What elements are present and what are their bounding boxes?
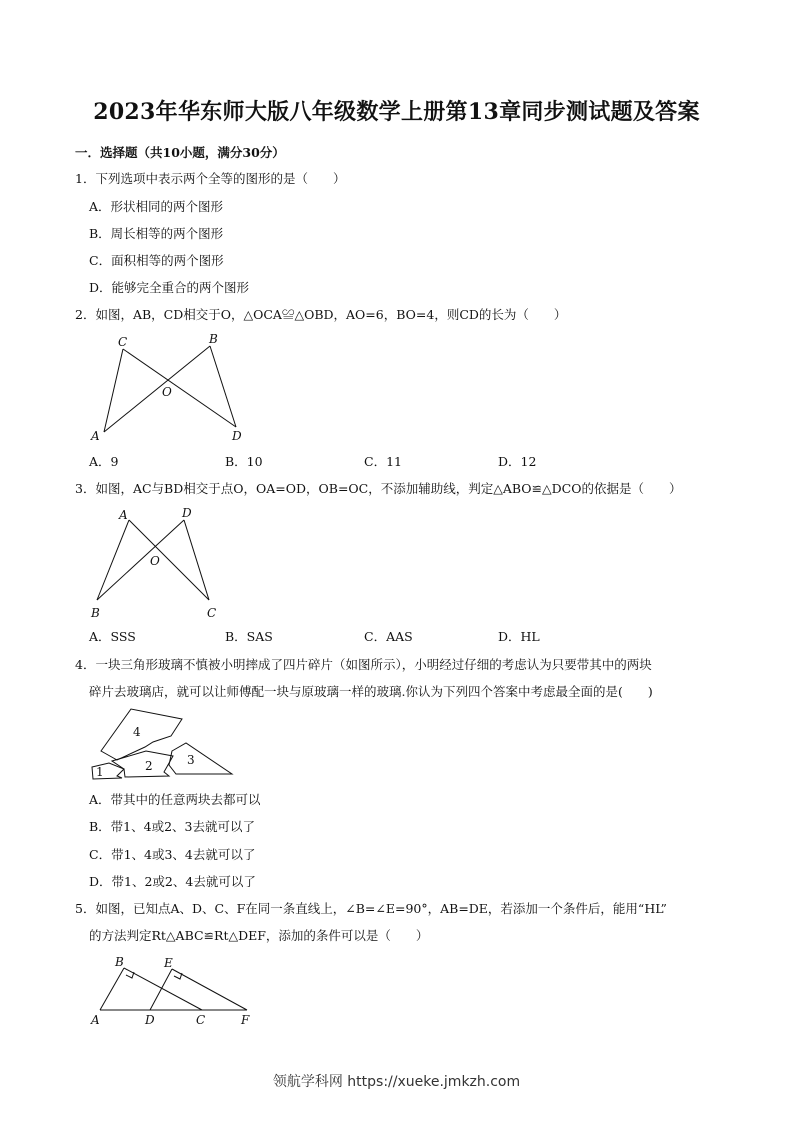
footer[interactable]: 领航学科网 https://xueke.jmkzh.com (272, 1074, 521, 1090)
q1-option-d[interactable]: D．能够完全重合的两个图形 (89, 280, 250, 295)
q3-stem: 3．如图，AC与BD相交于点O，OA=OD，OB=OC，不添加辅助线，判定△ABO≌△DCO的依据是（ ） (75, 481, 682, 496)
q5-label-e: E (164, 956, 173, 970)
q5-label-b: B (115, 955, 124, 969)
q1-stem: 1．下列选项中表示两个全等的图形的是（ ） (75, 171, 346, 186)
q5-label-a: A (91, 1013, 100, 1027)
q3-label-c: C (207, 606, 217, 620)
q5-stem-line2: 的方法判定Rt△ABC≌Rt△DEF，添加的条件可以是（ ） (89, 928, 429, 943)
q3-label-a: A (119, 508, 128, 522)
q3-label-d: D (182, 506, 192, 520)
q2-option-d[interactable]: D．12 (498, 454, 537, 469)
q3-option-d[interactable]: D．HL (498, 629, 540, 644)
page-title: 2023年华东师大版八年级数学上册第13章同步测试题及答案 (93, 99, 700, 125)
q2-option-b[interactable]: B．10 (225, 454, 263, 469)
q2-option-a[interactable]: A．9 (89, 454, 119, 469)
q2-label-a: A (91, 429, 100, 443)
q4-option-c[interactable]: C．带1、4或3、4去就可以了 (89, 847, 256, 862)
q4-piece-label-4: 4 (133, 725, 141, 739)
q2-label-o: O (162, 385, 172, 399)
q5-label-d: D (145, 1013, 155, 1027)
q4-piece-label-2: 2 (145, 759, 153, 773)
q1-option-b[interactable]: B．周长相等的两个图形 (89, 226, 224, 241)
q2-label-d: D (232, 429, 242, 443)
q3-label-o: O (150, 554, 160, 568)
q2-label-b: B (209, 332, 218, 346)
q4-option-b[interactable]: B．带1、4或2、3去就可以了 (89, 819, 255, 834)
q3-option-b[interactable]: B．SAS (225, 629, 273, 644)
q2-option-c[interactable]: C．11 (364, 454, 402, 469)
q3-option-a[interactable]: A．SSS (89, 629, 136, 644)
q2-stem: 2．如图，AB，CD相交于O，△OCA≌△OBD，AO=6，BO=4，则CD的长为（ ） (75, 307, 567, 322)
q1-option-c[interactable]: C．面积相等的两个图形 (89, 253, 224, 268)
q4-piece-label-1: 1 (96, 765, 104, 779)
q5-label-c: C (196, 1013, 206, 1027)
q3-option-c[interactable]: C．AAS (364, 629, 413, 644)
q4-stem-line2: 碎片去玻璃店，就可以让师傅配一块与原玻璃一样的玻璃.你认为下列四个答案中考虑最全面的是( ) (89, 684, 653, 699)
q4-option-d[interactable]: D．带1、2或2、4去就可以了 (89, 874, 256, 889)
q4-option-a[interactable]: A．带其中的任意两块去都可以 (89, 792, 261, 807)
section-heading: 一．选择题（共10小题，满分30分） (75, 145, 285, 160)
q4-piece-label-3: 3 (187, 753, 195, 767)
q1-option-a[interactable]: A．形状相同的两个图形 (89, 199, 224, 214)
q4-stem-line1: 4．一块三角形玻璃不慎被小明摔成了四片碎片（如图所示），小明经过仔细的考虑认为只要带其中的两块 (75, 657, 652, 672)
q2-label-c: C (118, 335, 128, 349)
q3-label-b: B (91, 606, 100, 620)
q5-stem-line1: 5．如图，已知点A、D、C、F在同一条直线上，∠B=∠E=90°，AB=DE，若添加一个条件后，能用“HL” (75, 901, 667, 916)
q5-label-f: F (241, 1013, 250, 1027)
